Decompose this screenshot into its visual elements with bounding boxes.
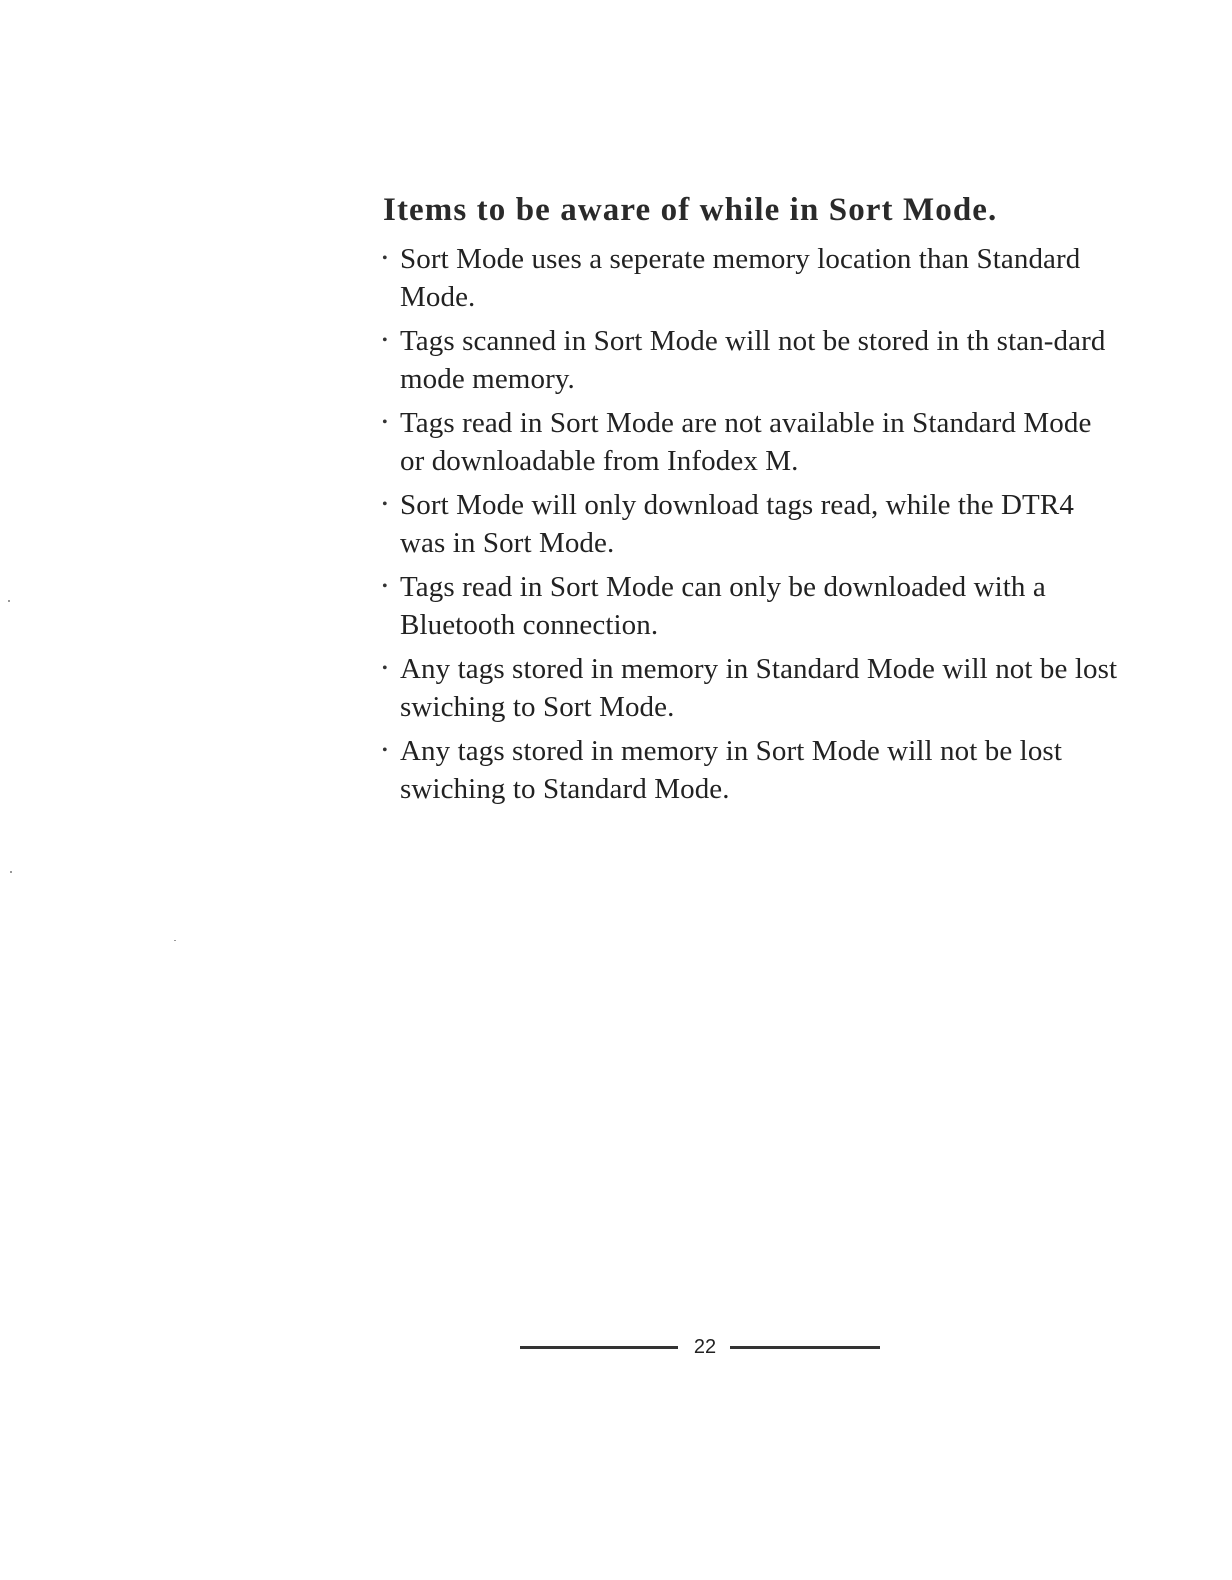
- footer-rule-left: [520, 1346, 678, 1349]
- list-item-text: Sort Mode will only download tags read, while the DTR4 was in Sort Mode.: [400, 489, 1074, 559]
- list-item-text: Tags read in Sort Mode are not available in Standard Mode or downloadable from Infodex M.: [400, 407, 1092, 477]
- list-item-text: Any tags stored in memory in Sort Mode will not be lost swiching to Standard Mode.: [400, 735, 1062, 805]
- list-item: [380, 240, 1120, 316]
- bullet-icon: •: [382, 742, 388, 759]
- bullet-icon: •: [382, 578, 388, 595]
- scan-speck: [174, 940, 176, 941]
- scan-speck: [8, 600, 10, 602]
- bullet-icon: •: [382, 332, 388, 349]
- bullet-icon: •: [382, 414, 388, 431]
- list-item: [380, 322, 1120, 398]
- bullet-icon: •: [382, 496, 388, 513]
- list-item-text: Tags read in Sort Mode can only be downloaded with a Bluetooth connection.: [400, 571, 1046, 641]
- list-item-text: Any tags stored in memory in Standard Mode will not be lost swiching to Sort Mode.: [400, 653, 1118, 723]
- list-item-text: Tags scanned in Sort Mode will not be stored in th stan-dard mode memory.: [400, 325, 1106, 395]
- page-footer: [520, 1334, 880, 1360]
- list-item: [380, 568, 1120, 644]
- sort-mode-notes-list: [380, 240, 1120, 814]
- list-item: [380, 486, 1120, 562]
- scan-speck: [10, 871, 12, 873]
- list-item: [380, 404, 1120, 480]
- list-item-text: Sort Mode uses a seperate memory location than Standard Mode.: [400, 243, 1081, 313]
- list-item: [380, 732, 1120, 808]
- list-item: [380, 650, 1120, 726]
- bullet-icon: •: [382, 250, 388, 267]
- footer-rule-right: [730, 1346, 880, 1349]
- page-number: 22: [693, 1336, 717, 1358]
- section-heading: Items to be aware of while in Sort Mode.: [383, 192, 998, 228]
- bullet-icon: •: [382, 660, 388, 677]
